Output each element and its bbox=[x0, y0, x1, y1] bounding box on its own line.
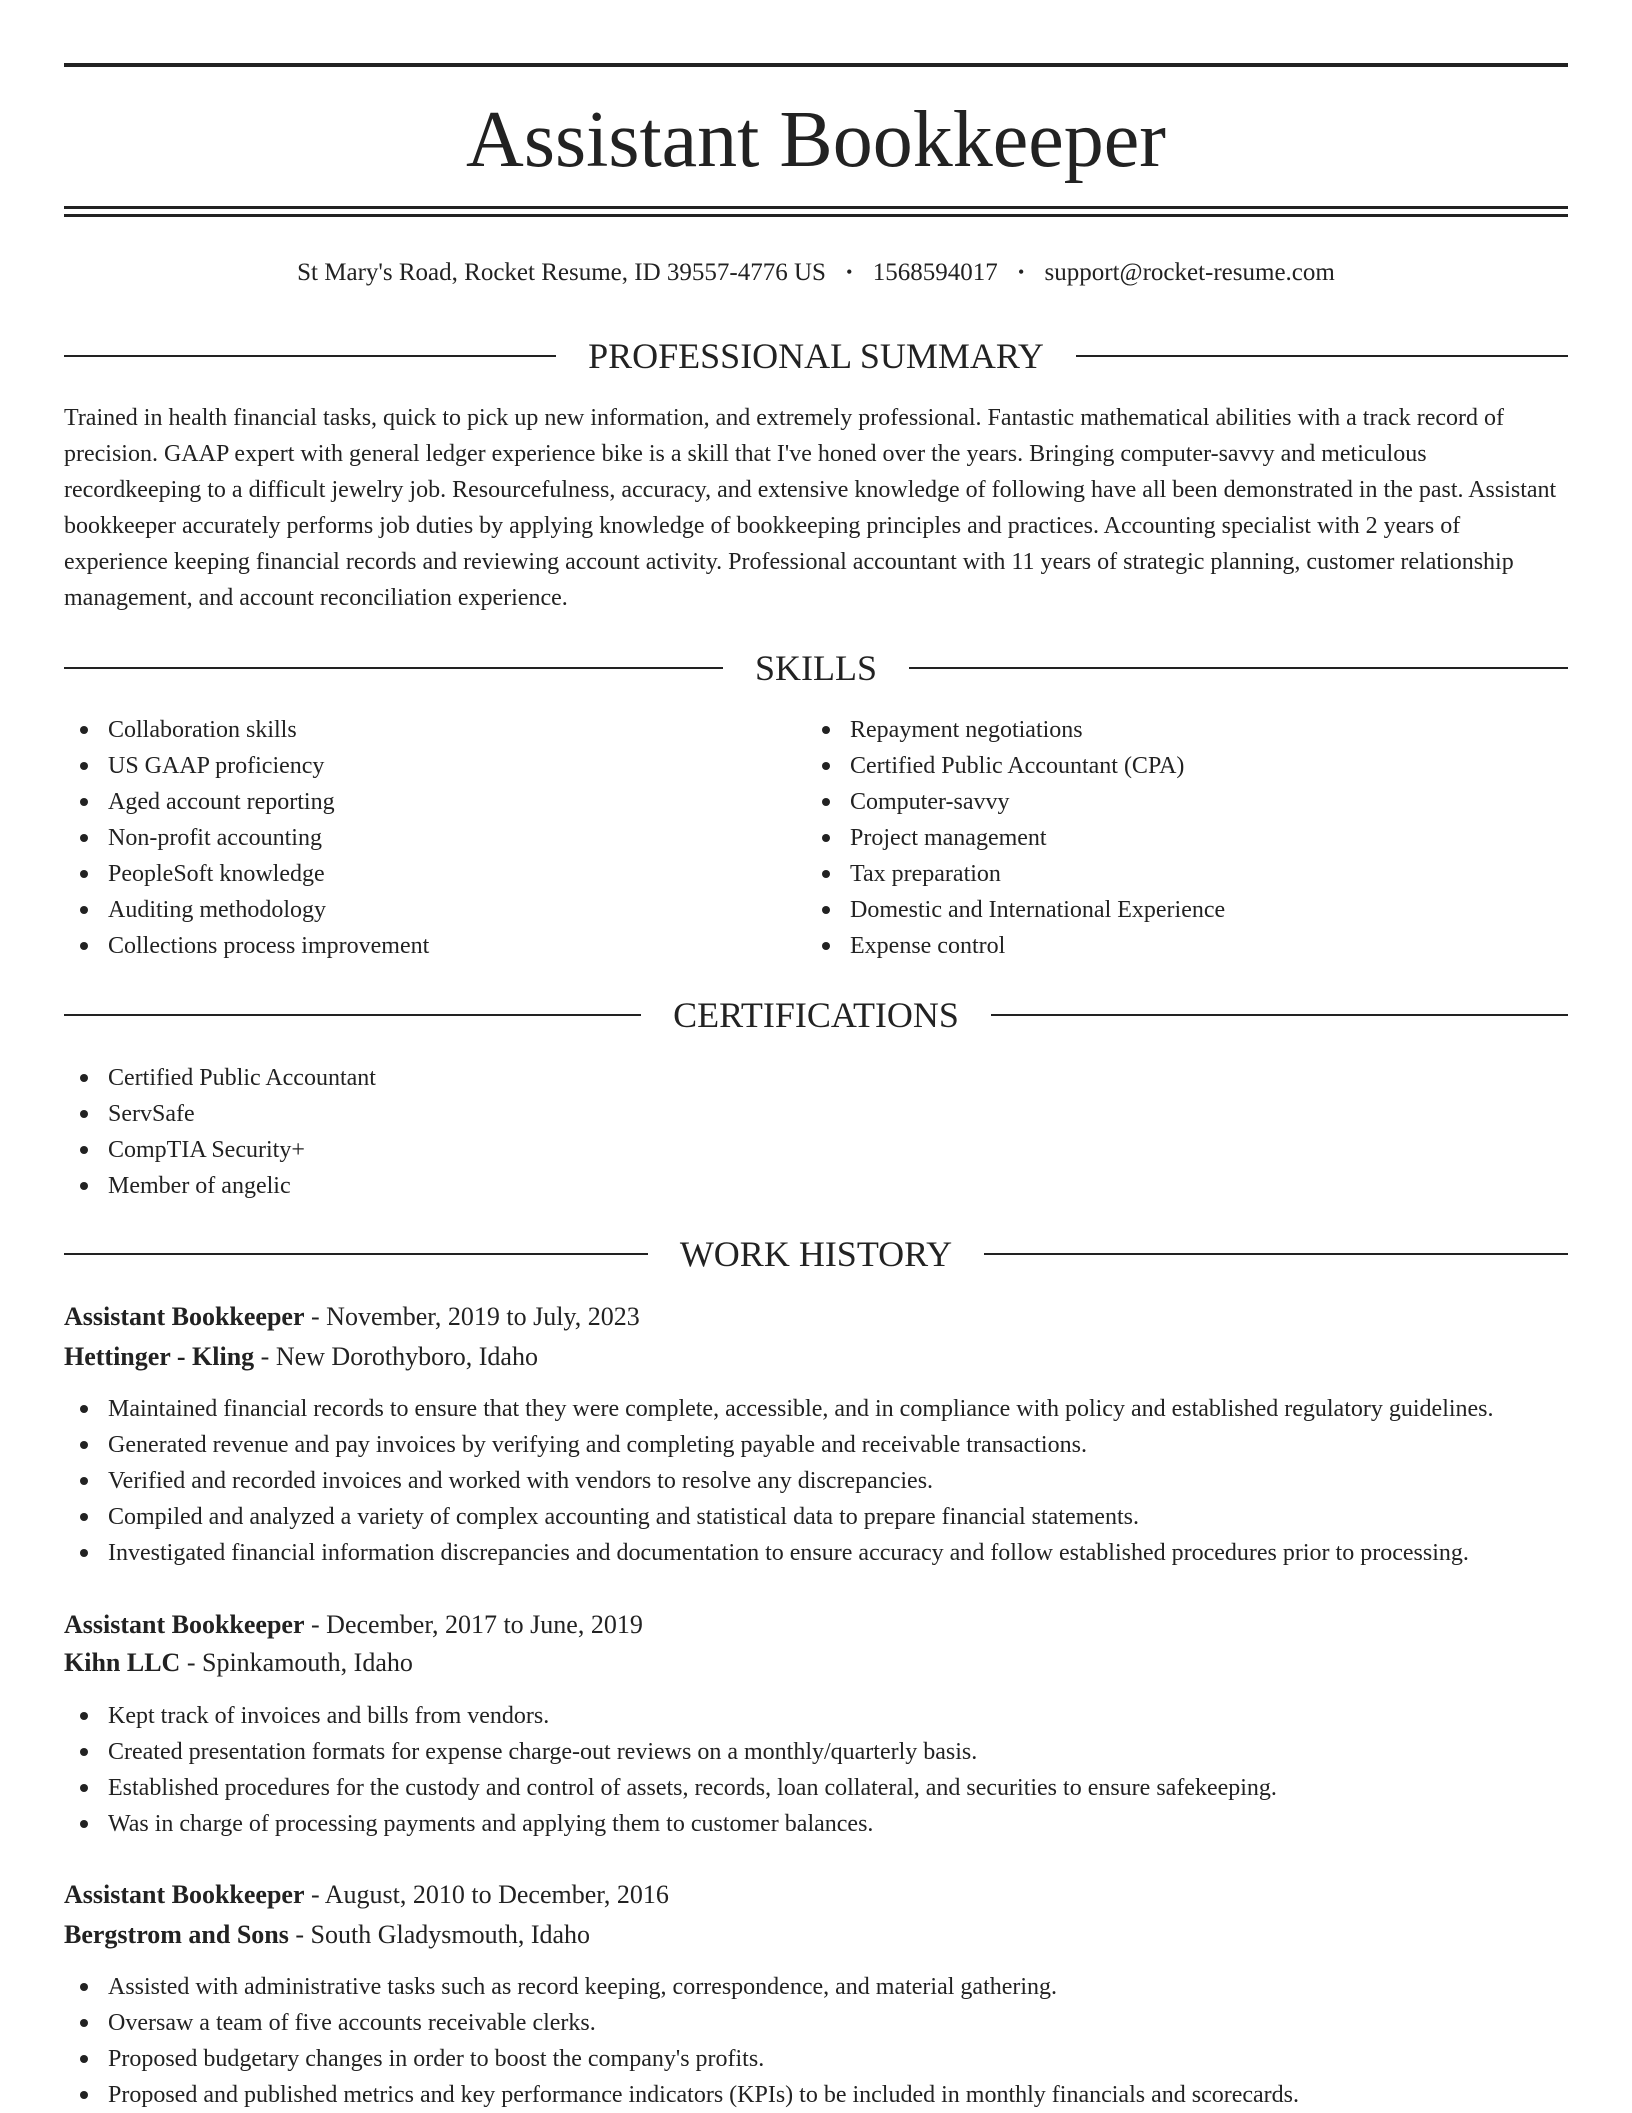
certification-item: CompTIA Security+ bbox=[64, 1132, 376, 1168]
contact-phone: 1568594017 bbox=[872, 259, 998, 286]
job-title: Assistant Bookkeeper bbox=[64, 1302, 305, 1331]
certification-item: Member of angelic bbox=[64, 1168, 376, 1204]
skill-item: Auditing methodology bbox=[64, 892, 429, 928]
duty-item: Compiled and analyzed a variety of complex accounting and statistical data to prepare financial statements. bbox=[64, 1499, 1494, 1535]
heading-rule-left bbox=[64, 1253, 648, 1255]
page-title: Assistant Bookkeeper bbox=[466, 96, 1166, 184]
work-history-heading bbox=[64, 1230, 1568, 1278]
contact-line bbox=[64, 252, 1568, 293]
duty-item: Proposed and published metrics and key performance indicators (KPIs) to be included in monthly financials and scorecards. bbox=[64, 2077, 1299, 2113]
job-company-line bbox=[64, 1337, 1568, 1377]
section-title: PROFESSIONAL SUMMARY bbox=[588, 336, 1044, 376]
header-top-rule bbox=[64, 63, 1568, 67]
job-company: Hettinger - Kling bbox=[64, 1342, 255, 1371]
heading-rule-right bbox=[1076, 355, 1568, 357]
duty-item: Was in charge of processing payments and applying them to customer balances. bbox=[64, 1806, 1277, 1842]
job-duties-list bbox=[64, 1698, 1277, 1842]
job-dates: - December, 2017 to June, 2019 bbox=[304, 1610, 643, 1639]
job-title: Assistant Bookkeeper bbox=[64, 1880, 305, 1909]
skills-list-right bbox=[806, 712, 1225, 964]
duty-item: Verified and recorded invoices and worked with vendors to resolve any discrepancies. bbox=[64, 1463, 1494, 1499]
job-location: - New Dorothyboro, Idaho bbox=[254, 1342, 538, 1371]
heading-rule-right bbox=[909, 667, 1568, 669]
job-location: - South Gladysmouth, Idaho bbox=[288, 1920, 591, 1949]
contact-separator: • bbox=[846, 262, 853, 282]
job-company: Kihn LLC bbox=[64, 1648, 181, 1677]
summary-heading bbox=[64, 332, 1568, 380]
duty-item: Established procedures for the custody and control of assets, records, loan collateral, and securities to ensure safekeeping. bbox=[64, 1770, 1277, 1806]
contact-email: support@rocket-resume.com bbox=[1044, 259, 1335, 286]
skills-heading bbox=[64, 644, 1568, 692]
certifications-list bbox=[64, 1060, 376, 1204]
skill-item: PeopleSoft knowledge bbox=[64, 856, 429, 892]
job-title-line bbox=[64, 1297, 1568, 1337]
duty-item: Oversaw a team of five accounts receivable clerks. bbox=[64, 2005, 1299, 2041]
duty-item: Proposed budgetary changes in order to boost the company's profits. bbox=[64, 2041, 1299, 2077]
job-company-line bbox=[64, 1915, 1568, 1955]
duty-item: Created presentation formats for expense charge-out reviews on a monthly/quarterly basis. bbox=[64, 1734, 1277, 1770]
skill-item: Repayment negotiations bbox=[806, 712, 1225, 748]
job-dates: - November, 2019 to July, 2023 bbox=[304, 1302, 640, 1331]
job-title-line bbox=[64, 1875, 1568, 1915]
skill-item: Certified Public Accountant (CPA) bbox=[806, 748, 1225, 784]
heading-rule-left bbox=[64, 355, 556, 357]
skill-item: Expense control bbox=[806, 928, 1225, 964]
job-company-line bbox=[64, 1643, 1568, 1683]
skill-item: Collaboration skills bbox=[64, 712, 429, 748]
job-location: - Spinkamouth, Idaho bbox=[180, 1648, 413, 1677]
heading-rule-right bbox=[991, 1014, 1568, 1016]
certifications-heading bbox=[64, 991, 1568, 1039]
heading-rule-left bbox=[64, 1014, 641, 1016]
heading-rule-right bbox=[984, 1253, 1568, 1255]
contact-address: St Mary's Road, Rocket Resume, ID 39557-4776 US bbox=[297, 259, 826, 286]
job-title-line bbox=[64, 1605, 1568, 1645]
duty-item: Kept track of invoices and bills from vendors. bbox=[64, 1698, 1277, 1734]
skill-item: Project management bbox=[806, 820, 1225, 856]
header-rule-1 bbox=[64, 206, 1568, 209]
header-rule-2 bbox=[64, 214, 1568, 217]
certification-item: ServSafe bbox=[64, 1096, 376, 1132]
duty-item: Generated revenue and pay invoices by verifying and completing payable and receivable transactions. bbox=[64, 1427, 1494, 1463]
skill-item: Computer-savvy bbox=[806, 784, 1225, 820]
duty-item: Maintained financial records to ensure that they were complete, accessible, and in compliance with policy and established regulatory guidelines. bbox=[64, 1391, 1494, 1427]
job-title: Assistant Bookkeeper bbox=[64, 1610, 305, 1639]
section-title: CERTIFICATIONS bbox=[673, 995, 959, 1035]
duty-item: Assisted with administrative tasks such as record keeping, correspondence, and material gathering. bbox=[64, 1969, 1299, 2005]
job-duties-list bbox=[64, 1969, 1299, 2113]
skill-item: Tax preparation bbox=[806, 856, 1225, 892]
section-title: WORK HISTORY bbox=[679, 1234, 953, 1274]
job-dates: - August, 2010 to December, 2016 bbox=[304, 1880, 669, 1909]
job-company: Bergstrom and Sons bbox=[64, 1920, 289, 1949]
skill-item: US GAAP proficiency bbox=[64, 748, 429, 784]
section-title: SKILLS bbox=[755, 648, 878, 688]
job-duties-list bbox=[64, 1391, 1494, 1571]
contact-separator: • bbox=[1017, 262, 1025, 282]
certification-item: Certified Public Accountant bbox=[64, 1060, 376, 1096]
skill-item: Non-profit accounting bbox=[64, 820, 429, 856]
skills-list-left bbox=[64, 712, 429, 964]
skill-item: Aged account reporting bbox=[64, 784, 429, 820]
skill-item: Domestic and International Experience bbox=[806, 892, 1225, 928]
heading-rule-left bbox=[64, 667, 723, 669]
skill-item: Collections process improvement bbox=[64, 928, 429, 964]
summary-text: Trained in health financial tasks, quick to pick up new information, and extremely professional. Fantastic mathematical abilities with a track record of precision. GAAP expert with general ledger experience bike is a skill that I've honed over the years. Bringing computer-savvy and meticulous recordkeeping to a difficult jewelry job. Resourcefulness, accuracy, and extensive knowledge of following have all been demonstrated in the past. Assistant bookkeeper accurately performs job duties by applying knowledge of bookkeeping principles and practices. Accounting specialist with 2 years of experience keeping financial records and reviewing account activity. Professional accountant with 11 years of strategic planning, customer relationship management, and account reconciliation experience. bbox=[64, 405, 1557, 611]
duty-item: Investigated financial information discrepancies and documentation to ensure accuracy and follow established procedures prior to processing. bbox=[64, 1535, 1494, 1571]
